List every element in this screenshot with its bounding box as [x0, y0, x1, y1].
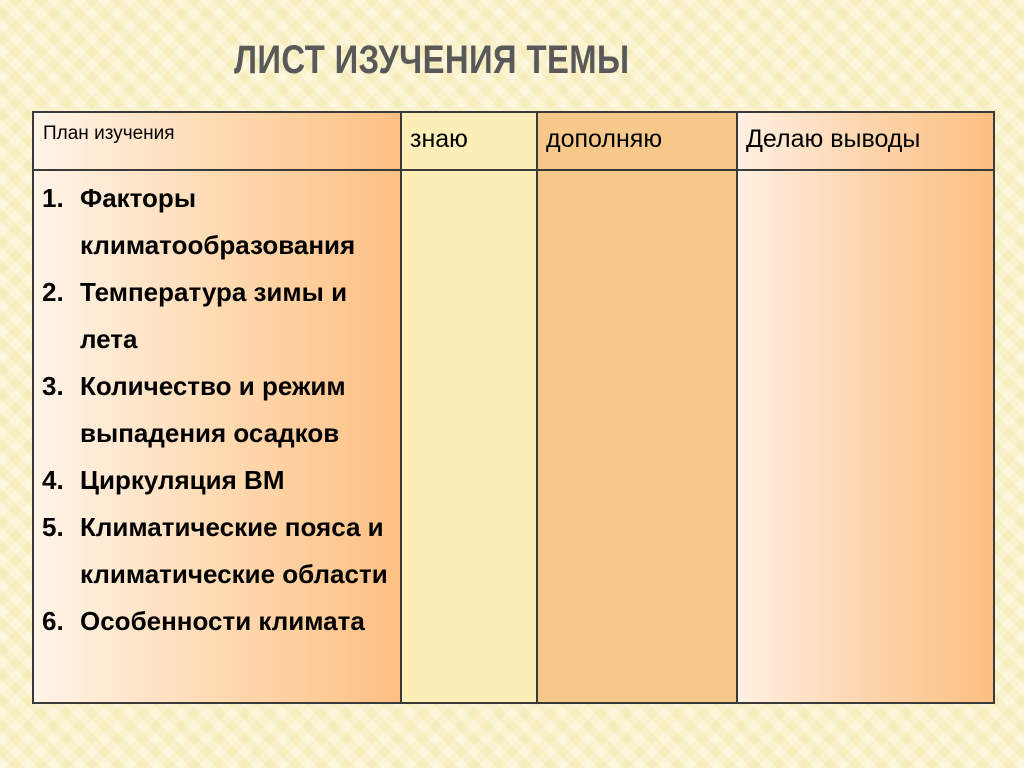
plan-item-5 [34, 504, 400, 598]
plan-item-3 [34, 363, 400, 457]
header-add-label: дополняю [546, 125, 663, 153]
header-plan-cell [33, 112, 401, 170]
plan-item-text: Климатические пояса и климатические области [80, 512, 388, 589]
slide-title: ЛИСТ ИЗУЧЕНИЯ ТЕМЫ [234, 38, 630, 82]
header-know-cell [401, 112, 537, 170]
plan-item-text: Циркуляция ВМ [80, 465, 285, 495]
plan-item-4 [34, 457, 400, 504]
header-plan-label: План изучения [43, 123, 175, 144]
plan-item-6 [34, 598, 400, 645]
header-conclusions-label: Делаю выводы [746, 125, 921, 153]
plan-item-1 [34, 175, 400, 269]
know-cell[interactable] [401, 170, 537, 703]
plan-item-number: 1. [42, 183, 64, 213]
table-body-row [33, 170, 994, 703]
plan-item-number: 5. [42, 512, 64, 542]
plan-item-number: 6. [42, 606, 64, 636]
study-sheet-table [32, 111, 995, 704]
plan-item-2 [34, 269, 400, 363]
plan-item-text: Количество и режим выпадения осадков [80, 371, 346, 448]
conclusions-cell[interactable] [737, 170, 994, 703]
plan-item-number: 3. [42, 371, 64, 401]
plan-item-text: Особенности климата [80, 606, 365, 636]
plan-item-text: Факторы климатообразования [80, 183, 356, 260]
header-add-cell [537, 112, 737, 170]
plan-item-number: 4. [42, 465, 64, 495]
plan-item-text: Температура зимы и лета [80, 277, 348, 354]
plan-list [34, 171, 400, 645]
add-cell[interactable] [537, 170, 737, 703]
header-conclusions-cell [737, 112, 994, 170]
header-know-label: знаю [410, 125, 468, 153]
table-header-row [33, 112, 994, 170]
plan-item-number: 2. [42, 277, 64, 307]
plan-cell [33, 170, 401, 703]
